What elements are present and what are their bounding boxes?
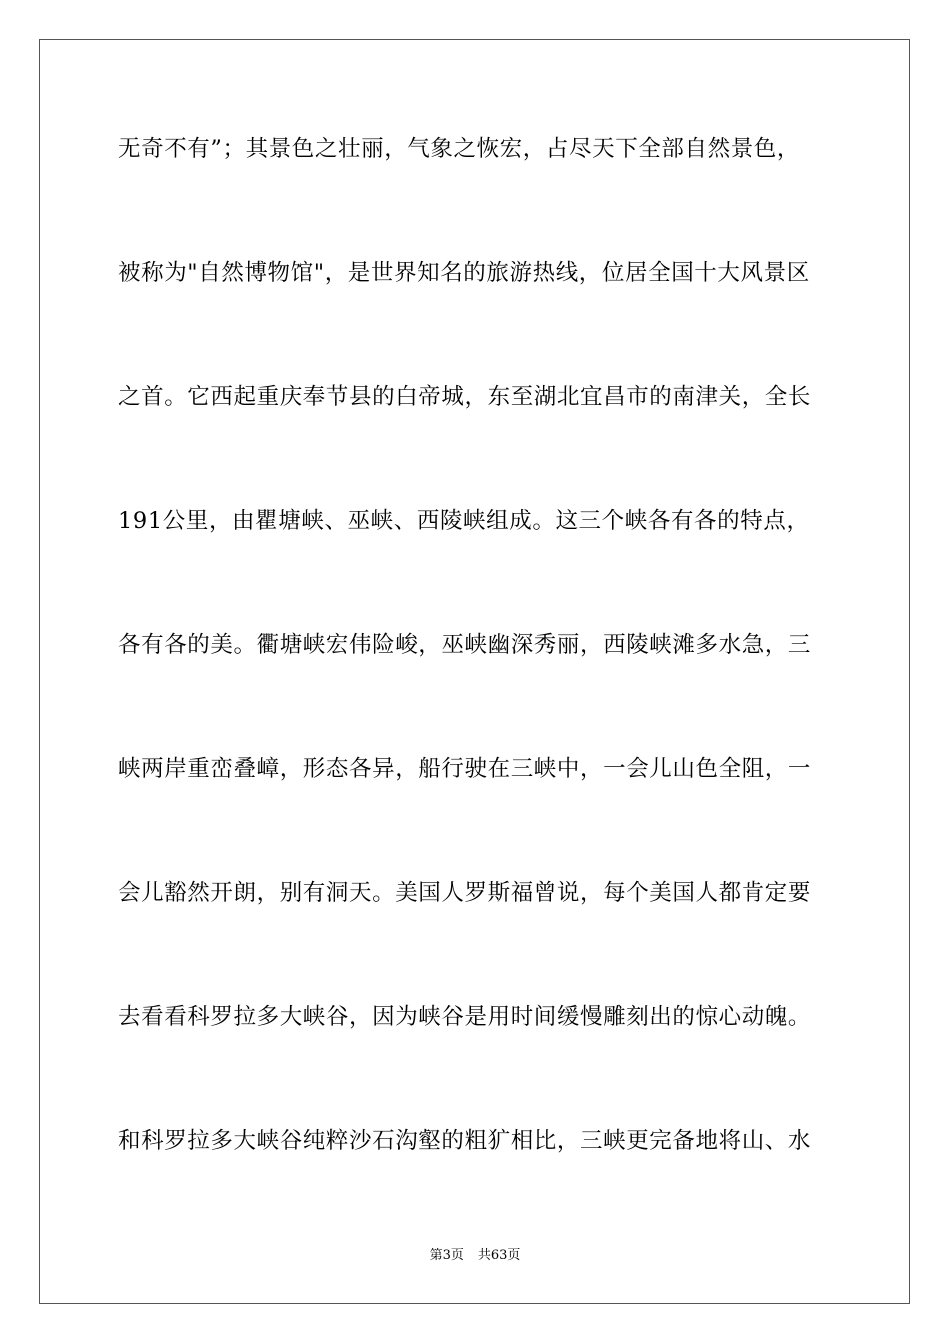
text-line-9: 和科罗拉多大峡谷纯粹沙石沟壑的粗犷相比，三峡更完备地将山、水: [118, 1128, 812, 1154]
text-line-8: 去看看科罗拉多大峡谷，因为峡谷是用时间缓慢雕刻出的惊心动魄。: [118, 1004, 812, 1030]
page-border: [39, 39, 910, 1304]
text-line-2: 被称为"自然博物馆"，是世界知名的旅游热线，位居全国十大风景区: [118, 260, 810, 286]
page-total: 共63页: [477, 1248, 521, 1263]
text-line-3: 之首。它西起重庆奉节县的白帝城，东至湖北宜昌市的南津关，全长: [118, 384, 812, 410]
text-line-1: 无奇不有”；其景色之壮丽，气象之恢宏，占尽天下全部自然景色，: [118, 136, 801, 162]
text-line-7: 会儿豁然开朗，别有洞天。美国人罗斯福曾说，每个美国人都肯定要: [118, 880, 812, 906]
page-number: 第3页: [429, 1248, 464, 1263]
text-line-5: 各有各的美。衢塘峡宏伟险峻，巫峡幽深秀丽，西陵峡滩多水急，三: [118, 632, 812, 658]
page-footer: [0, 1247, 950, 1265]
text-line-4: 191公里，由瞿塘峡、巫峡、西陵峡组成。这三个峡各有各的特点，: [118, 508, 810, 534]
text-line-6: 峡两岸重峦叠嶂，形态各异，船行驶在三峡中，一会儿山色全阻，一: [118, 756, 812, 782]
